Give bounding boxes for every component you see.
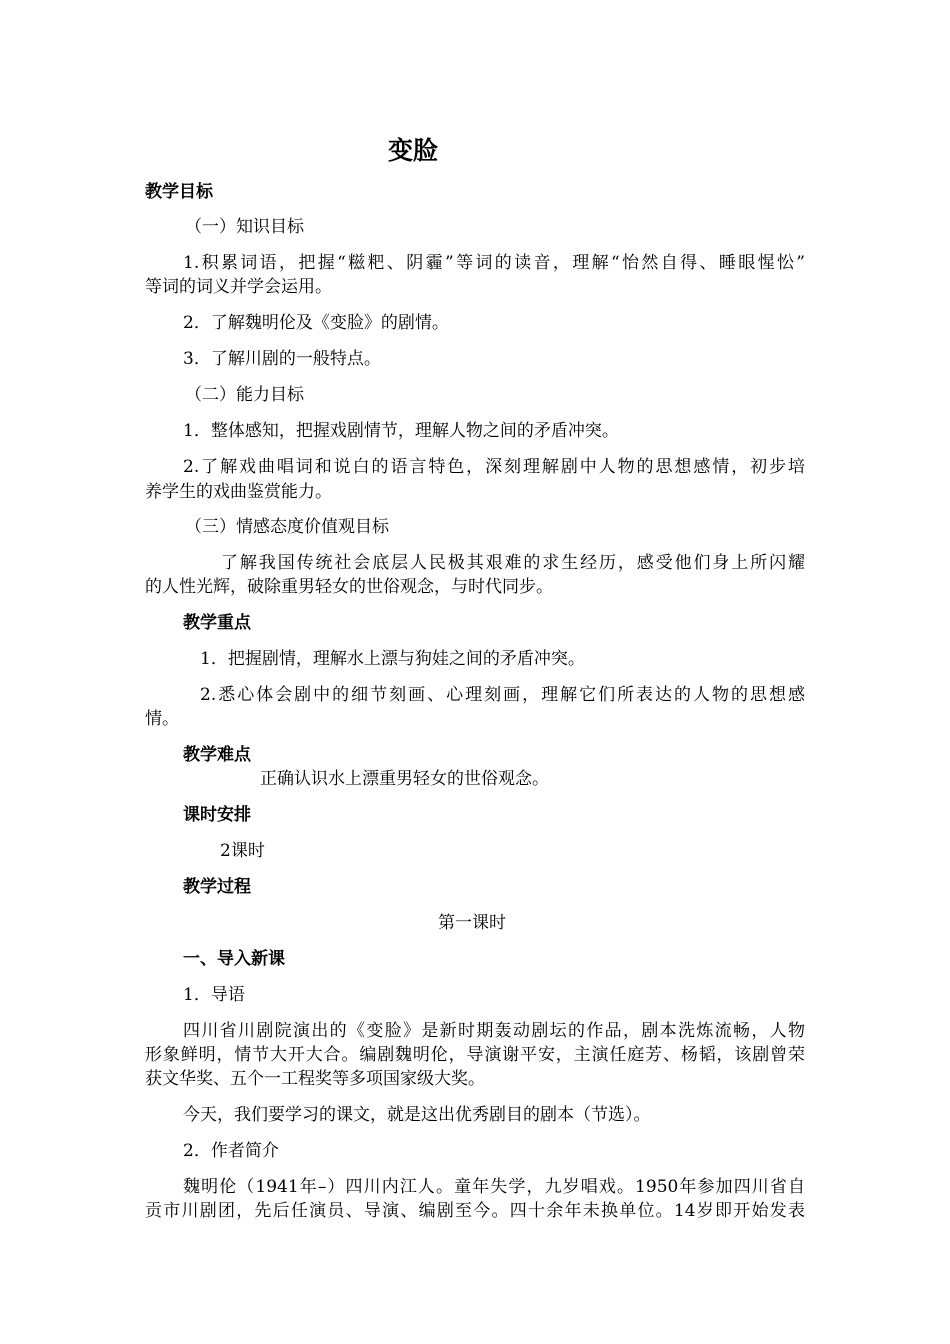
knowledge-item-1-cont: 等词的词义并学会运用。 [145, 277, 332, 297]
page-title: 变脸 [388, 136, 439, 165]
intro-paragraph: 四川省川剧院演出的《变脸》是新时期轰动剧坛的作品，剧本洗炼流畅，人物 [183, 1021, 805, 1041]
knowledge-item-1: 1.积累词语，把握“糍粑、阴霾”等词的读音，理解“怡然自得、睡眼惺忪” [183, 253, 805, 273]
subsection-author: 2．作者简介 [183, 1141, 279, 1161]
key-point-1: 1．把握剧情，理解水上漂与狗娃之间的矛盾冲突。 [200, 649, 585, 669]
today-paragraph: 今天，我们要学习的课文，就是这出优秀剧目的剧本（节选）。 [183, 1105, 651, 1125]
emotion-text: 了解我国传统社会底层人民极其艰难的求生经历，感受他们身上所闪耀 [221, 553, 805, 573]
ability-item-2-cont: 养学生的戏曲鉴赏能力。 [145, 482, 332, 502]
emotion-text-cont: 的人性光辉，破除重男轻女的世俗观念，与时代同步。 [145, 577, 553, 597]
difficult-point-text: 正确认识水上漂重男轻女的世俗观念。 [260, 769, 549, 789]
ability-item-2: 2.了解戏曲唱词和说白的语言特色，深刻理解剧中人物的思想感情，初步培 [183, 457, 805, 477]
knowledge-heading: （一）知识目标 [185, 217, 304, 237]
emotion-heading: （三）情感态度价值观目标 [185, 517, 389, 537]
heading-process: 教学过程 [183, 877, 251, 897]
key-point-2-cont: 情。 [145, 709, 179, 729]
intro-paragraph-line-2: 形象鲜明，情节大开大合。编剧魏明伦，导演谢平安，主演任庭芳、杨韬，该剧曾荣 [145, 1045, 805, 1065]
heading-key-points: 教学重点 [183, 613, 251, 633]
heading-schedule: 课时安排 [183, 805, 251, 825]
section-intro-heading: 一、导入新课 [183, 949, 285, 969]
knowledge-item-3: 3．了解川剧的一般特点。 [183, 349, 381, 369]
lesson-1-title: 第一课时 [438, 913, 506, 933]
author-paragraph-line-2: 贡市川剧团，先后任演员、导演、编剧至今。四十余年未换单位。14岁即开始发表 [145, 1201, 805, 1221]
intro-paragraph-line-3: 获文华奖、五个一工程奖等多项国家级大奖。 [145, 1069, 485, 1089]
heading-difficult-points: 教学难点 [183, 745, 251, 765]
ability-item-1: 1．整体感知，把握戏剧情节，理解人物之间的矛盾冲突。 [183, 421, 619, 441]
schedule-text: 2课时 [220, 841, 265, 861]
heading-objectives: 教学目标 [145, 182, 213, 202]
key-point-2: 2.悉心体会剧中的细节刻画、心理刻画，理解它们所表达的人物的思想感 [200, 685, 805, 705]
author-paragraph: 魏明伦（1941年–）四川内江人。童年失学，九岁唱戏。1950年参加四川省自 [183, 1177, 805, 1197]
ability-heading: （二）能力目标 [185, 385, 304, 405]
knowledge-item-2: 2．了解魏明伦及《变脸》的剧情。 [183, 313, 449, 333]
subsection-lead-in: 1．导语 [183, 985, 245, 1005]
